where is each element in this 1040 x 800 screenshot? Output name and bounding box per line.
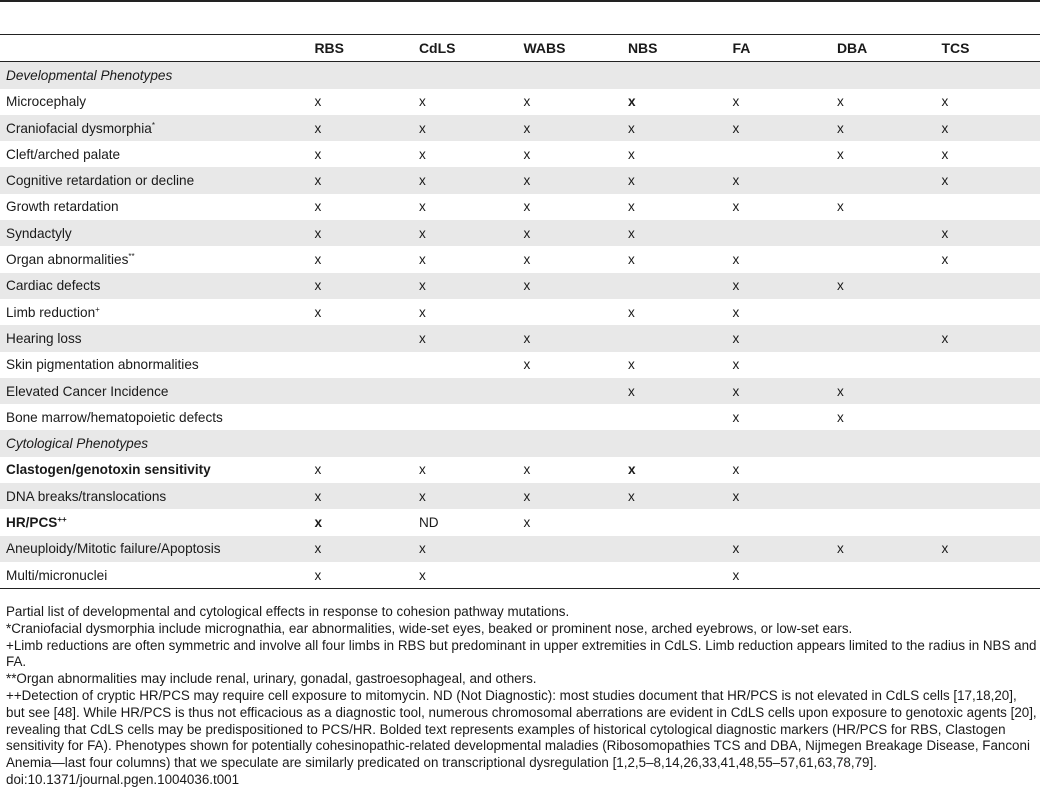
table-row — [0, 167, 1040, 193]
table-cell: x — [413, 325, 518, 351]
table-footnotes — [6, 604, 1038, 789]
row-label-text: Cleft/arched palate — [6, 146, 121, 162]
table-cell — [935, 483, 1040, 509]
table-cell: x — [308, 483, 413, 509]
table-cell: x — [622, 483, 727, 509]
table-row — [0, 299, 1040, 325]
table-cell: x — [523, 514, 531, 530]
table-row — [0, 509, 1040, 535]
table-cell: x — [523, 252, 531, 268]
table-cell — [622, 404, 727, 430]
table-cell: x — [413, 167, 518, 193]
column-header: NBS — [627, 40, 658, 57]
table-cell: x — [418, 199, 426, 215]
table-cell: x — [622, 378, 727, 404]
row-label — [0, 115, 308, 141]
table-row — [0, 536, 1040, 562]
table-cell: x — [831, 273, 936, 299]
table-row — [0, 194, 1040, 220]
table-cell: x — [732, 94, 740, 110]
table-cell — [308, 352, 413, 378]
table-cell: x — [418, 567, 426, 583]
table-cell: x — [732, 462, 740, 478]
table-cell: x — [523, 146, 531, 162]
table-cell — [935, 404, 1040, 430]
table-cell: x — [517, 325, 622, 351]
table-cell: x — [517, 273, 622, 299]
table-cell — [308, 325, 413, 351]
footnote-marker: * — [151, 120, 155, 130]
table-header-row — [0, 35, 1040, 62]
table-cell: x — [726, 115, 831, 141]
table-row — [0, 273, 1040, 299]
row-label — [0, 220, 308, 246]
row-label — [0, 246, 308, 272]
table-cell: x — [418, 462, 426, 478]
row-label — [0, 167, 308, 193]
row-label-text: Craniofacial dysmorphia — [6, 120, 152, 136]
table-cell — [622, 536, 727, 562]
table-body — [0, 62, 1040, 589]
footnote: ++Detection of cryptic HR/PCS may require cell exposure to mitomycin. ND (Not Diagnostic): most studies document that HR/PCS is not elevated in CdLS cells [17,18,20], but see [48]. While HR/PCS is thus not efficacious as a diagnostic tool, numerous chromosomal aberrations are evident in CdLS cells upon exposure to genotoxic agents [20], revealing that CdLS cells may be predispositioned to PCS/HR. Bolded text represents examples of historical cytological diagnostic markers (HR/PCS for RBS, Clastogen sensitivity for FA). Phenotypes shown for potentially cohesinopathic-related developmental maladies (Ribosomopathies TCS and DBA, Nijmegen Breakage Disease, Fanconi Anemia—last four columns) that we speculate are similarly predicated on transcriptional dysregulation [1,2,5–8,14,26,33,41,48,55–57,61,63,78,79]. — [6, 687, 1037, 771]
row-label-text: Multi/micronuclei — [6, 567, 108, 583]
table-cell — [935, 299, 1040, 325]
table-cell — [935, 562, 1040, 589]
table-cell — [935, 194, 1040, 220]
table-cell: x — [726, 325, 831, 351]
table-row — [0, 115, 1040, 141]
table-cell: x — [836, 94, 844, 110]
footnote: *Craniofacial dysmorphia include micrognathia, ear abnormalities, wide-set eyes, beaked or prominent nose, arched eyebrows, or low-set ears. — [6, 620, 853, 636]
table-cell: x — [627, 146, 635, 162]
table-cell: x — [517, 115, 622, 141]
table-cell: x — [831, 378, 936, 404]
row-label — [0, 536, 308, 562]
table-cell: x — [732, 304, 740, 320]
row-label-text: Cognitive retardation or decline — [6, 173, 195, 189]
table-cell: x — [732, 567, 740, 583]
table-cell — [831, 483, 936, 509]
table-cell: x — [418, 252, 426, 268]
row-label-text: Elevated Cancer Incidence — [6, 383, 169, 399]
table-cell — [517, 536, 622, 562]
table-cell: x — [836, 199, 844, 215]
table-cell: x — [935, 220, 1040, 246]
table-cell — [831, 562, 936, 589]
table-cell: x — [622, 220, 727, 246]
footnote-marker: ** — [128, 252, 135, 262]
row-label-text: Clastogen/genotoxin sensitivity — [6, 462, 211, 478]
table-cell — [831, 167, 936, 193]
table-cell: x — [831, 536, 936, 562]
row-label-text: Growth retardation — [6, 199, 119, 215]
column-header: CdLS — [418, 40, 456, 57]
table-cell: x — [726, 273, 831, 299]
table-cell: x — [413, 273, 518, 299]
header-blank — [0, 35, 308, 62]
section-label: Developmental Phenotypes — [0, 62, 1040, 89]
table-cell — [308, 404, 413, 430]
table-cell — [622, 273, 727, 299]
section-label: Cytological Phenotypes — [0, 430, 1040, 456]
table-cell — [935, 378, 1040, 404]
row-label — [0, 483, 308, 509]
table-cell: x — [935, 325, 1040, 351]
table-cell: x — [627, 94, 636, 110]
table-cell — [935, 509, 1040, 535]
footnote: Partial list of developmental and cytological effects in response to cohesion pathway mutations. — [6, 604, 570, 619]
table-cell: x — [413, 220, 518, 246]
table-cell: ND — [418, 514, 439, 530]
table-cell: x — [726, 483, 831, 509]
table-cell — [831, 220, 936, 246]
table-cell — [413, 378, 518, 404]
table-cell: x — [314, 304, 322, 320]
table-cell: x — [308, 536, 413, 562]
table-cell: x — [732, 409, 740, 425]
column-header: RBS — [314, 40, 344, 57]
table-cell: x — [831, 115, 936, 141]
row-label-text: Limb reduction — [6, 304, 96, 320]
column-header: WABS — [523, 40, 566, 57]
table-cell — [726, 220, 831, 246]
table-cell: x — [308, 273, 413, 299]
table-cell: x — [627, 462, 636, 478]
row-label — [0, 141, 308, 167]
row-label-text: Syndactyly — [6, 225, 72, 241]
table-cell: x — [308, 115, 413, 141]
table-row — [0, 378, 1040, 404]
table-cell: x — [517, 220, 622, 246]
table-row — [0, 246, 1040, 272]
row-label — [0, 378, 308, 404]
table-cell: x — [941, 146, 949, 162]
column-header: DBA — [836, 40, 868, 57]
table-cell — [413, 352, 518, 378]
table-cell — [517, 562, 622, 589]
row-label-text: Bone marrow/hematopoietic defects — [6, 409, 223, 425]
table-cell: x — [935, 536, 1040, 562]
table-row — [0, 141, 1040, 167]
doi-line: doi:10.1371/journal.pgen.1004036.t001 — [6, 771, 240, 787]
table-cell: x — [413, 115, 518, 141]
row-label-text: Skin pigmentation abnormalities — [6, 357, 199, 373]
column-header: FA — [732, 40, 751, 57]
phenotype-table — [0, 34, 1040, 589]
row-label-text: Microcephaly — [6, 94, 87, 110]
table-cell: x — [413, 483, 518, 509]
table-cell: x — [314, 252, 322, 268]
row-label — [0, 273, 308, 299]
table-row — [0, 325, 1040, 351]
table-cell: x — [418, 146, 426, 162]
table-cell: x — [523, 199, 531, 215]
row-label-text: Cardiac defects — [6, 278, 101, 294]
table-cell — [831, 509, 936, 535]
table-cell: x — [418, 94, 426, 110]
table-cell: x — [523, 94, 531, 110]
row-label — [0, 89, 308, 115]
section-row — [0, 62, 1040, 89]
table-cell: x — [517, 483, 622, 509]
row-label — [0, 325, 308, 351]
table-cell: x — [314, 514, 322, 530]
table-cell — [726, 509, 831, 535]
table-cell: x — [308, 167, 413, 193]
table-cell: x — [836, 409, 844, 425]
table-row — [0, 483, 1040, 509]
table-cell — [831, 246, 936, 272]
row-label-text: HR/PCS — [6, 514, 58, 530]
table-cell — [413, 404, 518, 430]
table-cell: x — [726, 378, 831, 404]
table-cell — [935, 352, 1040, 378]
table-cell: x — [523, 357, 531, 373]
footnote-marker: + — [95, 304, 100, 314]
table-cell — [831, 457, 936, 483]
table-cell — [622, 562, 727, 589]
row-label-text: Organ abnormalities — [6, 252, 129, 268]
table-cell — [517, 378, 622, 404]
table-cell: x — [935, 167, 1040, 193]
row-label-text: Aneuploidy/Mitotic failure/Apoptosis — [6, 541, 221, 557]
table-cell: x — [523, 462, 531, 478]
top-rule — [0, 0, 1040, 2]
table-cell: x — [627, 199, 635, 215]
footnote: +Limb reductions are often symmetric and involve all four limbs in RBS but predominant in upper extremities in CdLS. Limb reduction appears limited to the radius in NBS and FA. — [6, 637, 1037, 670]
column-header: TCS — [941, 40, 970, 57]
table-cell: x — [314, 146, 322, 162]
table-cell: x — [627, 357, 635, 373]
table-cell: x — [726, 167, 831, 193]
table-cell: x — [941, 252, 949, 268]
table-cell — [517, 299, 622, 325]
table-cell: x — [314, 462, 322, 478]
table-cell — [517, 404, 622, 430]
row-label-text: Hearing loss — [6, 330, 82, 346]
table-row — [0, 562, 1040, 589]
table-cell: x — [413, 536, 518, 562]
table-cell — [831, 299, 936, 325]
footnote: **Organ abnormalities may include renal, urinary, gonadal, gastroesophageal, and others. — [6, 671, 537, 687]
table-cell: x — [935, 115, 1040, 141]
row-label — [0, 404, 308, 430]
table-row — [0, 89, 1040, 115]
footnote-marker: ++ — [57, 514, 67, 524]
table-cell: x — [627, 252, 635, 268]
section-row — [0, 430, 1040, 456]
table-row — [0, 220, 1040, 246]
table-cell — [935, 457, 1040, 483]
table-row — [0, 457, 1040, 483]
table-cell: x — [732, 252, 740, 268]
table-cell — [308, 378, 413, 404]
table-cell: x — [308, 220, 413, 246]
table-cell: x — [732, 357, 740, 373]
table-cell — [726, 141, 831, 167]
table-cell: x — [314, 199, 322, 215]
table-cell: x — [622, 167, 727, 193]
table-cell — [831, 352, 936, 378]
table-row — [0, 404, 1040, 430]
table-cell — [622, 325, 727, 351]
table-cell: x — [726, 536, 831, 562]
table-cell: x — [418, 304, 426, 320]
table-cell: x — [314, 567, 322, 583]
table-cell: x — [941, 94, 949, 110]
row-label — [0, 352, 308, 378]
table-cell: x — [732, 199, 740, 215]
row-label — [0, 299, 308, 325]
row-label — [0, 457, 308, 483]
table-cell: x — [836, 146, 844, 162]
row-label — [0, 562, 308, 589]
table-cell: x — [622, 115, 727, 141]
table-cell: x — [517, 167, 622, 193]
table-row — [0, 352, 1040, 378]
table-cell — [622, 509, 727, 535]
row-label — [0, 509, 308, 535]
row-label — [0, 194, 308, 220]
table-cell — [935, 273, 1040, 299]
row-label-text: DNA breaks/translocations — [6, 488, 167, 504]
table-cell: x — [314, 94, 322, 110]
table-cell — [831, 325, 936, 351]
table-cell: x — [627, 304, 635, 320]
